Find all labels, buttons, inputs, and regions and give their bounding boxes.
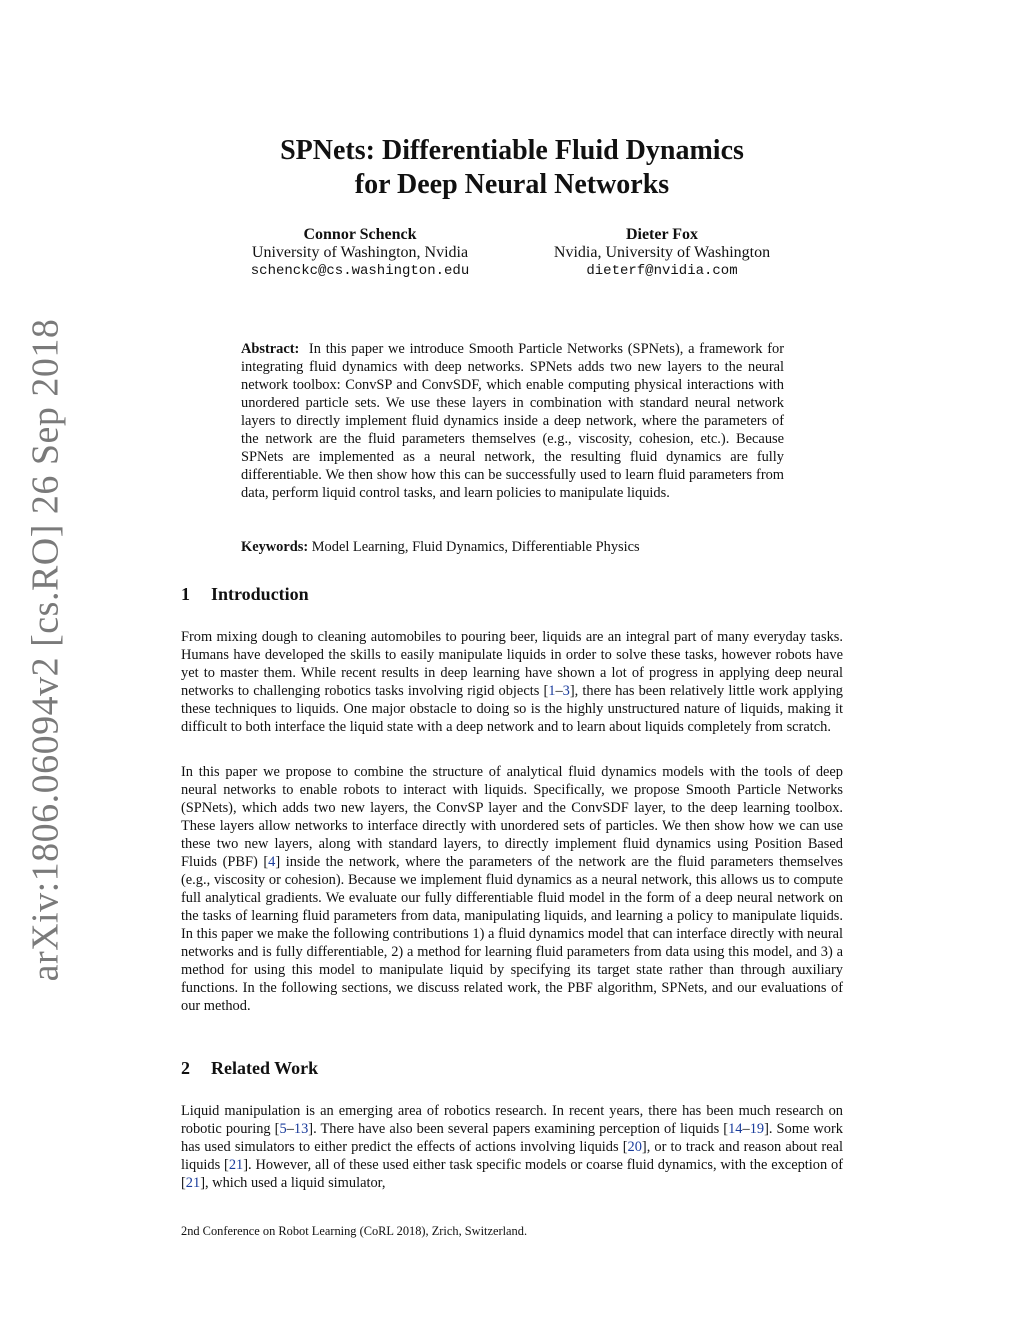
text-run: ], or to track and reason about real liquids [ (181, 1139, 843, 1173)
text-run: Liquid manipulation is an emerging area of robotics research. In recent years, there has been much research on robotic pouring [ (181, 1103, 843, 1137)
keywords-text: Model Learning, Fluid Dynamics, Differentiable Physics (311, 539, 640, 555)
author-name: Connor Schenck (303, 226, 417, 243)
keywords-label: Keywords: (241, 539, 309, 555)
section-heading-related-work (181, 1058, 318, 1079)
text-run: In this paper we propose to combine the structure of analytical fluid dynamics models with the tools of deep neural networks to enable robots to interact with liquids. Specifically, we propose Smooth Particle Networks (SPNets), which adds two new layers, the ConvSP layer and the ConvSDF layer, to the deep learning toolbox. These layers allow networks to interface directly with unordered sets of particles. We then show how we can use these two new layers, along with standard layers, to directly implement fluid dynamics using Position Based Fluids (PBF) [ (181, 764, 843, 870)
author-affiliation: Nvidia, University of Washington (553, 244, 771, 261)
intro-paragraph-1 (181, 628, 843, 736)
text-run: From mixing dough to cleaning automobiles to pouring beer, liquids are an integral part of many everyday tasks. Humans have developed the skills to easily manipulate liquids in order to solve these tasks, however robots have yet to master them. While recent results in deep learning have shown a lot of progress in applying deep neural networks to challenging robotics tasks involving rigid objects [ (181, 629, 843, 699)
citation-link[interactable]: 20 (627, 1139, 642, 1155)
author-block-2 (512, 226, 812, 280)
conference-footnote: 2nd Conference on Robot Learning (CoRL 2018), Zrich, Switzerland. (181, 1224, 528, 1238)
author-email: schenckc@cs.washington.edu (250, 263, 470, 279)
section-heading-introduction (181, 584, 309, 605)
author-block-1 (210, 226, 510, 280)
keywords (241, 538, 784, 556)
author-affiliation: University of Washington, Nvidia (251, 244, 469, 261)
author-email: dieterf@nvidia.com (586, 263, 738, 279)
abstract-text: In this paper we introduce Smooth Particle Networks (SPNets), a framework for integrating fluid dynamics with deep networks. SPNets adds two new layers to the neural network toolbox: ConvSP and ConvSDF, which enable computing physical interactions with unordered particle sets. We use these layers in combination with standard neural network layers to directly implement fluid dynamics inside a deep network, where the parameters of the network are the fluid parameters themselves (e.g., viscosity, cohesion, etc.). Because SPNets are implemented as a neural network, the resulting fluid dynamics are fully differentiable. We then show how this can be successfully used to learn fluid parameters from data, perform liquid control tasks, and learn policies to manipulate liquids. (241, 341, 784, 501)
text-run: ], there has been relatively little work applying these techniques to liquids. One major obstacle to doing so is the highly unstructured nature of liquids, making it difficult to both interface the liquid state with a deep network and to learn about liquids completely from scratch. (181, 683, 843, 735)
citation-link[interactable]: 1 (548, 683, 556, 699)
abstract (241, 340, 784, 502)
citation-link[interactable]: 3 (562, 683, 570, 699)
citation-link[interactable]: 21 (185, 1175, 201, 1191)
abstract-label: Abstract: (241, 341, 300, 357)
title-line-2: for Deep Neural Networks (354, 169, 670, 200)
citation-link[interactable]: 21 (228, 1157, 244, 1173)
section-number: 2 (181, 1058, 190, 1078)
arxiv-sidebar (20, 318, 70, 982)
text-run: – (742, 1121, 750, 1137)
section-title: Related Work (211, 1058, 319, 1078)
section-number: 1 (181, 584, 190, 604)
related-work-paragraph-1 (181, 1102, 843, 1192)
arxiv-id: arXiv:1806.06094v2 [cs.RO] 26 Sep 2018 (24, 318, 66, 982)
citation-link[interactable]: 19 (749, 1121, 765, 1137)
text-run: ]. There have also been several papers examining perception of liquids [ (308, 1121, 729, 1137)
paper-title (0, 134, 1024, 202)
intro-paragraph-2 (181, 763, 843, 1015)
citation-link[interactable]: 14 (728, 1121, 743, 1137)
section-title: Introduction (211, 584, 309, 604)
citation-link[interactable]: 5 (279, 1121, 287, 1137)
citation-link[interactable]: 4 (268, 854, 276, 870)
text-run: – (555, 683, 563, 699)
text-run: ]. Some work has used simulators to either predict the effects of actions involving liquids [ (181, 1121, 843, 1155)
text-run: ]. However, all of these used either task specific models or coarse fluid dynamics, with the exception of [ (181, 1157, 843, 1191)
text-run: ], which used a liquid simulator, (200, 1175, 386, 1191)
author-name: Dieter Fox (625, 226, 699, 243)
text-run: – (286, 1121, 294, 1137)
title-line-1: SPNets: Differentiable Fluid Dynamics (280, 135, 744, 166)
citation-link[interactable]: 13 (293, 1121, 309, 1137)
text-run: ] inside the network, where the parameters of the network are the fluid parameters themselves (e.g., viscosity or cohesion). Because we implement fluid dynamics as a neural network, this allows us to compute full analytical gradients. We evaluate our fully differentiable fluid model in the form of a deep neural network on the tasks of learning fluid parameters from data, manipulating liquids, and learning a policy to manipulate liquids. In this paper we make the following contributions 1) a fluid dynamics model that can interface directly with neural networks and is fully differentiable, 2) a method for learning fluid parameters from data using this model, and 3) a method for using this model to manipulate liquid by specifying its target state rather than through auxiliary functions. In the following sections, we discuss related work, the PBF algorithm, SPNets, and our evaluations of our method. (181, 854, 843, 1014)
